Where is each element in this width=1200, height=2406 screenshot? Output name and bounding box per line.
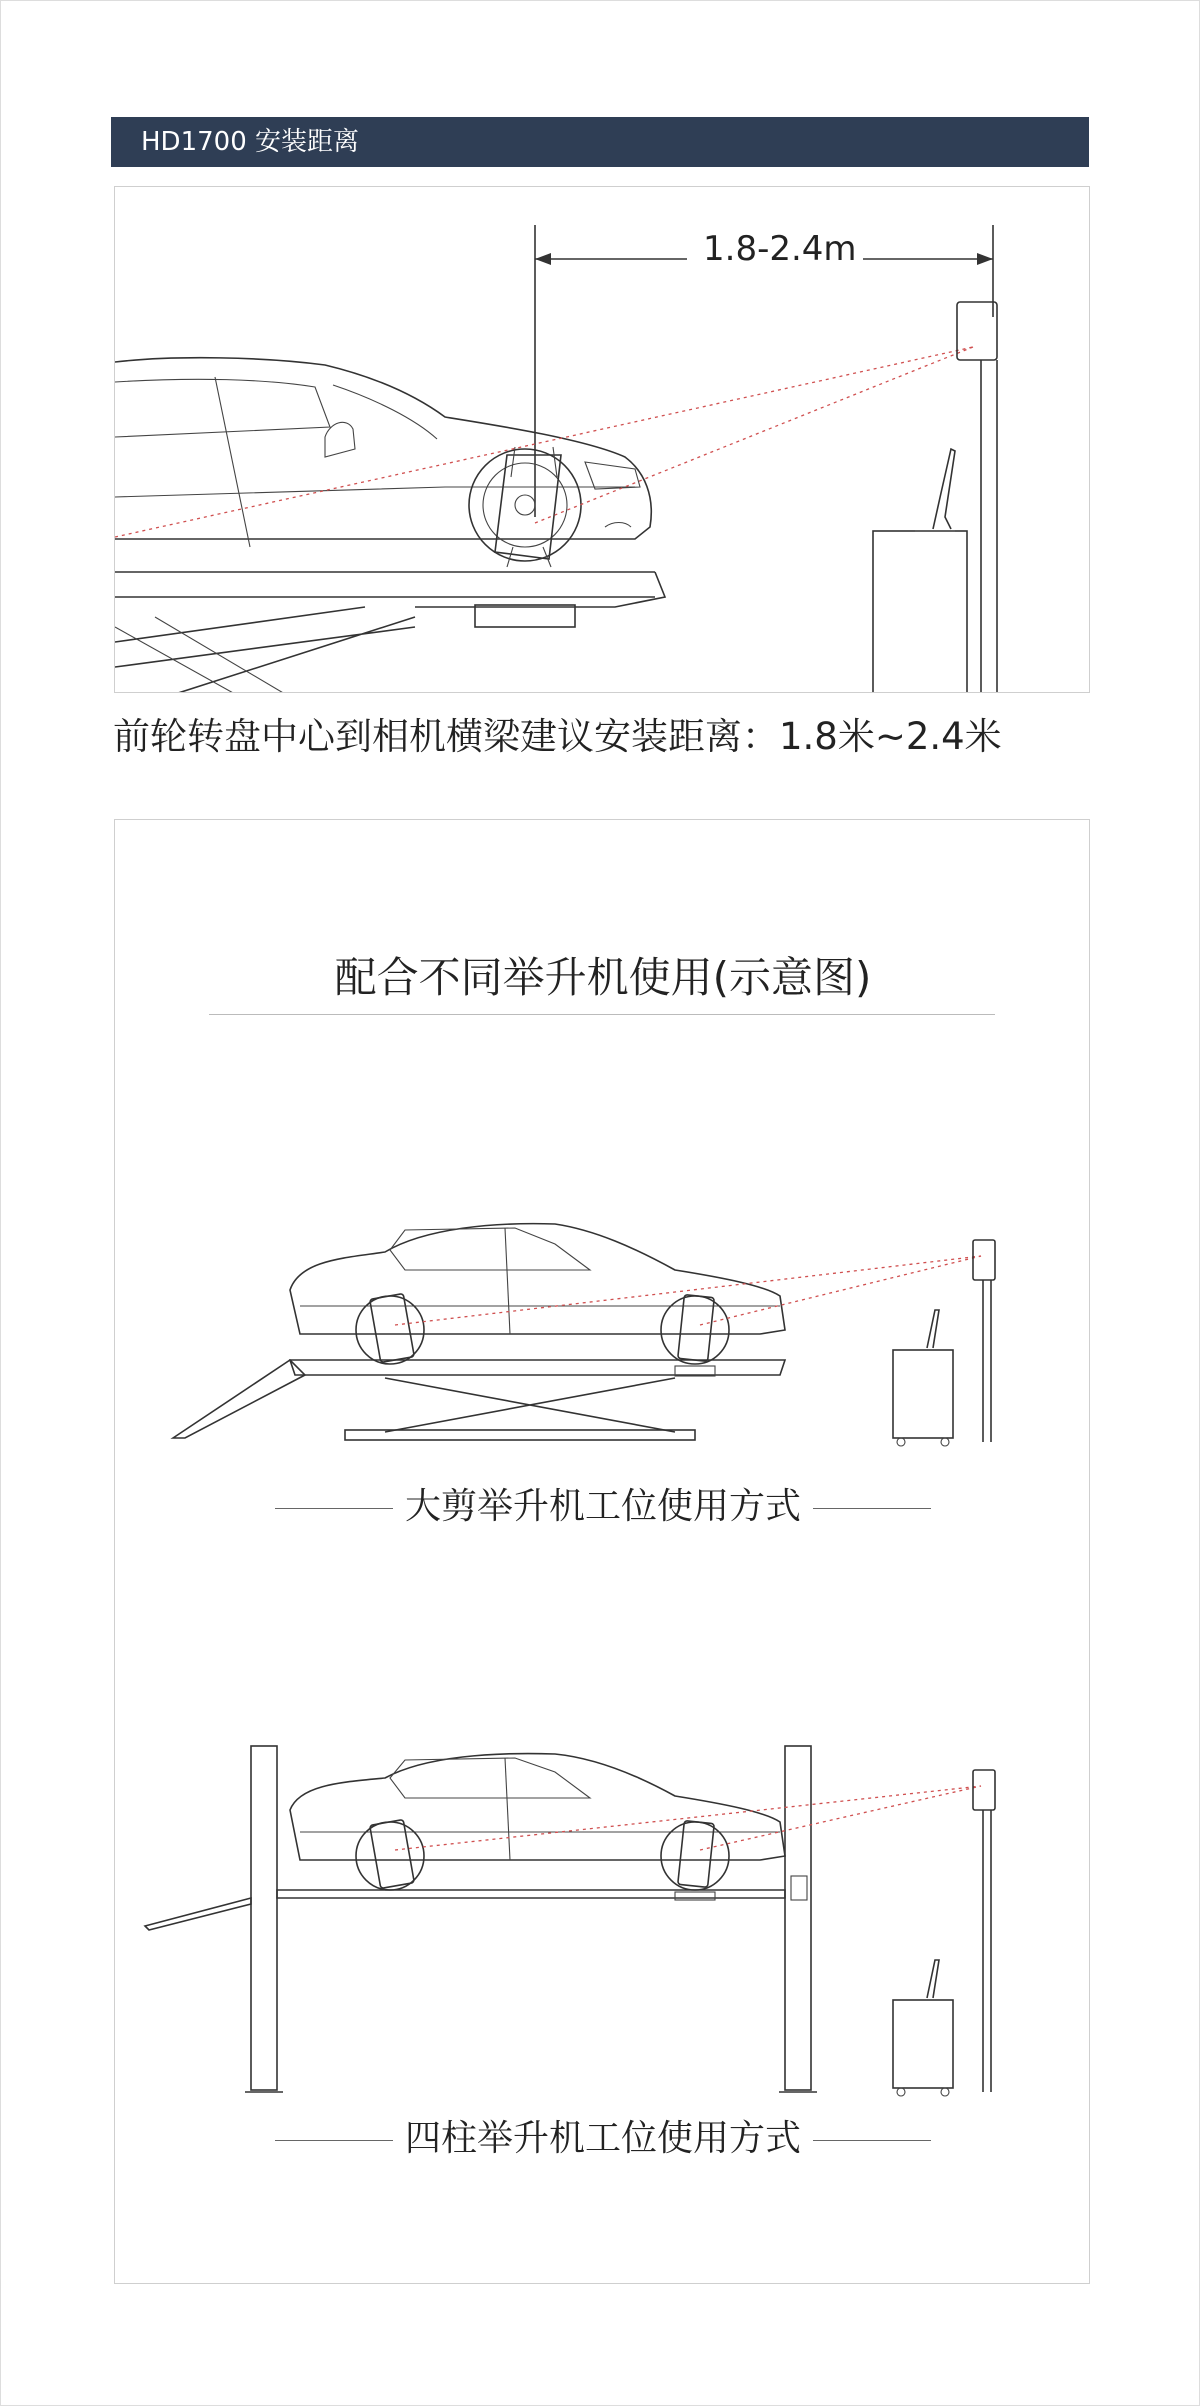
four-post-lift-illustration <box>115 1700 1090 2100</box>
car-body <box>290 1754 785 1860</box>
scissor-arms <box>385 1378 675 1432</box>
front-wheel-target <box>678 1821 715 1888</box>
distance-diagram-drawing <box>115 187 1090 693</box>
laser-beam-rear <box>395 1786 981 1850</box>
lift-ramp <box>145 1898 251 1930</box>
console-caster-left <box>897 2088 905 2096</box>
caption-dash-left <box>275 2140 393 2141</box>
lift-post-right <box>785 1746 811 2090</box>
headlight <box>585 462 640 489</box>
laser-beam-rear <box>115 347 973 537</box>
title-divider <box>209 1014 995 1015</box>
caption-dash-right <box>813 2140 931 2141</box>
console-caster-right <box>941 2088 949 2096</box>
rear-wheel-target <box>370 1820 415 1889</box>
distance-diagram <box>114 186 1090 693</box>
front-rim <box>483 463 567 547</box>
lift-base <box>345 1430 695 1440</box>
console-monitor <box>927 1960 939 1998</box>
car-body <box>290 1224 785 1334</box>
console-cabinet <box>873 531 967 693</box>
turntable <box>475 605 575 627</box>
lift-post-left <box>251 1746 277 2090</box>
four-post-lift-caption-row <box>115 2110 1090 2161</box>
scissor-lift-caption: 大剪举升机工位使用方式 <box>404 1486 801 1527</box>
arrow-left-icon <box>535 253 551 265</box>
turntable <box>675 1892 715 1900</box>
lift-deck <box>290 1360 785 1375</box>
car-door-line <box>505 1228 510 1334</box>
laser-beam-rear <box>395 1256 981 1325</box>
lift-usage-panel <box>114 819 1090 2284</box>
wheel-target-clamp <box>495 455 561 559</box>
four-post-lift-caption: 四柱举升机工位使用方式 <box>404 2118 801 2159</box>
fog-light <box>605 523 631 528</box>
caption-dash-left <box>275 1508 393 1509</box>
distance-label: 1.8-2.4m <box>697 229 863 269</box>
caption-dash-right <box>813 1508 931 1509</box>
lift-ramp <box>173 1360 305 1438</box>
section-title: 配合不同举升机使用(示意图) <box>334 953 872 1002</box>
console-monitor <box>933 449 955 529</box>
camera-head <box>957 302 997 360</box>
car-windows <box>390 1228 590 1270</box>
console-caster-left <box>897 1438 905 1446</box>
lift-ramp <box>415 572 665 607</box>
wheel-hub <box>515 495 535 515</box>
console-cabinet <box>893 2000 953 2088</box>
console-cabinet <box>893 1350 953 1438</box>
laser-beam-front <box>700 1786 981 1850</box>
arrow-right-icon <box>977 253 993 265</box>
section-header: HD1700 安装距离 <box>111 117 1089 167</box>
console-caster-right <box>941 1438 949 1446</box>
car-window-rear <box>115 379 330 437</box>
car-body <box>115 358 651 539</box>
car-window-front <box>333 385 437 439</box>
camera-head <box>973 1770 995 1810</box>
camera-head <box>973 1240 995 1280</box>
rear-wheel-target <box>370 1294 415 1363</box>
front-wheel <box>469 449 581 561</box>
car-door-line <box>505 1758 510 1860</box>
laser-beam-front <box>535 347 973 523</box>
console-monitor <box>927 1310 939 1348</box>
install-distance-caption: 前轮转盘中心到相机横梁建议安装距离：1.8米~2.4米 <box>113 715 1002 758</box>
car-door-line <box>215 377 250 547</box>
scissor-lift-caption-row <box>115 1478 1090 1529</box>
lift-control-box <box>791 1876 807 1900</box>
lift-runway <box>277 1890 785 1898</box>
front-wheel-target <box>678 1295 715 1362</box>
